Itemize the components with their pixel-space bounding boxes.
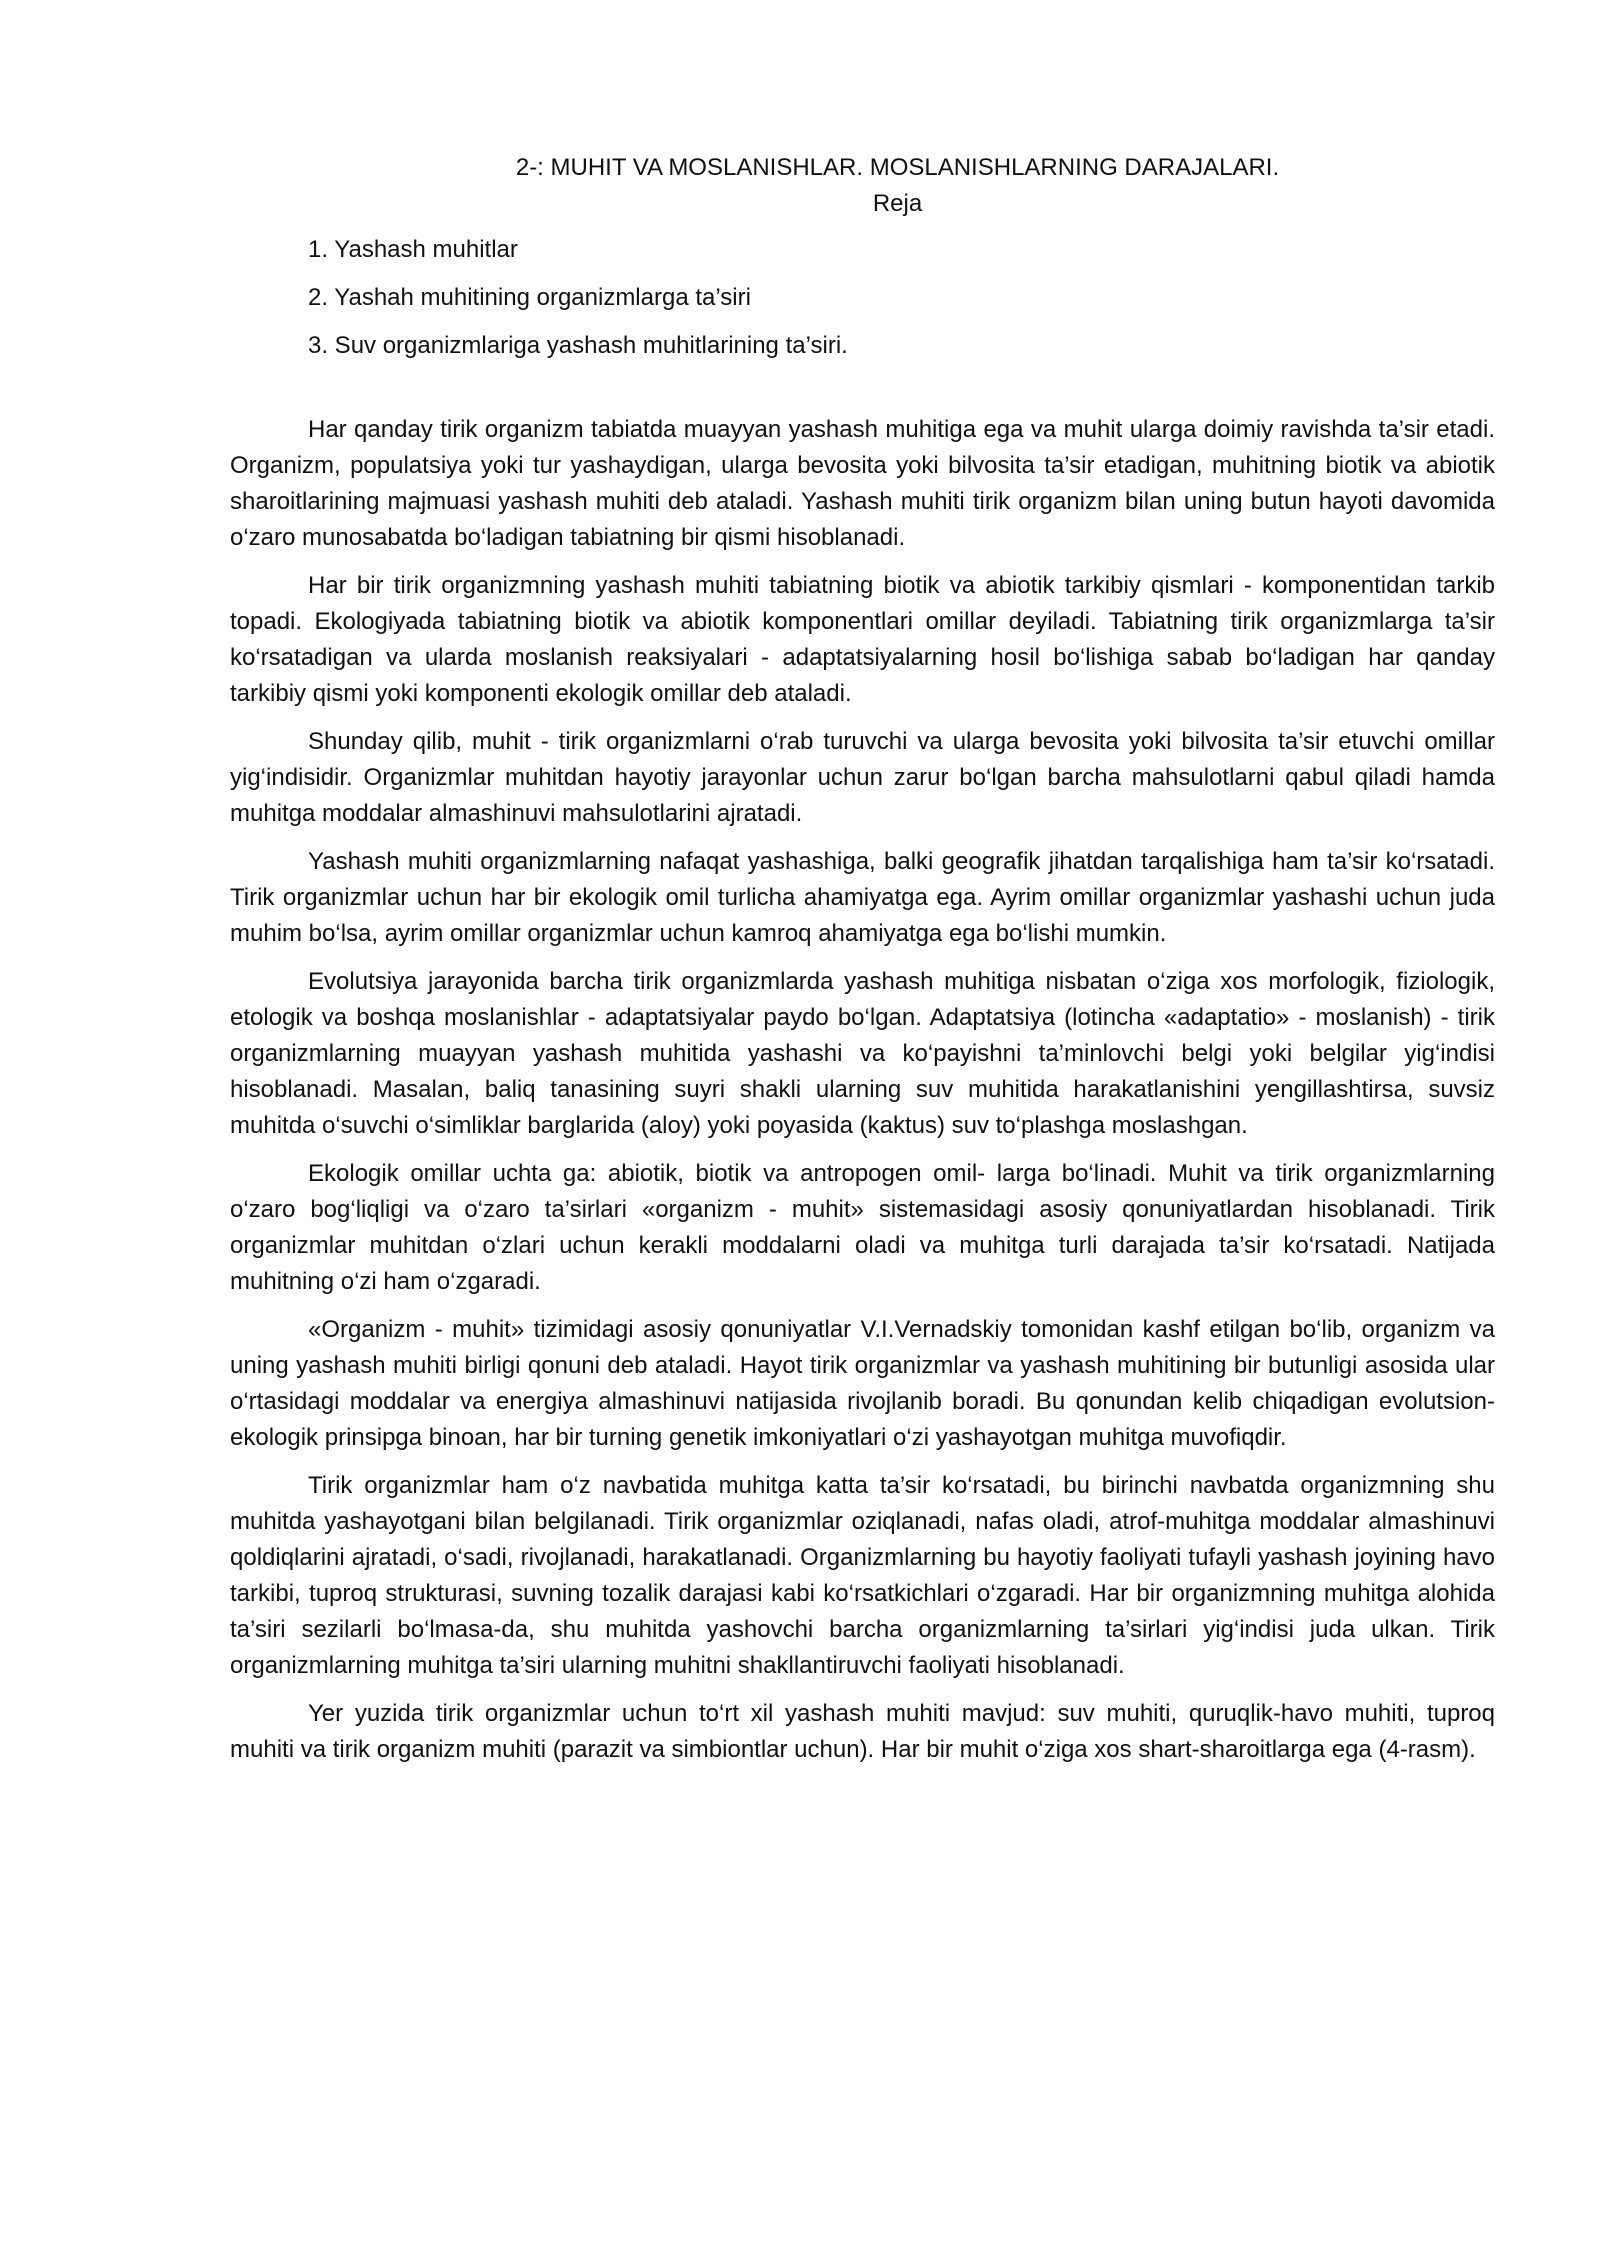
paragraph: Yer yuzida tirik organizmlar uchun to‘rt xil yashash muhiti mavjud: suv muhiti, quruqlik-havo muhiti, tuproq muhiti va tirik organizm muhiti (parazit va simbiontlar uchun). Har bir muhit o‘ziga xos shart-sharoitlarga ega (4-rasm). (230, 1700, 1495, 1763)
document-title: 2-: MUHIT VA MOSLANISHLAR. MOSLANISHLARNING DARAJALARI. (515, 154, 1280, 181)
paragraph: Yashash muhiti organizmlarning nafaqat yashashiga, balki geografik jihatdan tarqalishiga ham ta’sir ko‘rsatadi. Tirik organizmlar uchun har bir ekologik omil turlicha ahamiyatga ega. Ayrim omillar organizmlar yashashi uchun juda muhim bo‘lsa, ayrim omillar organizmlar uchun kamroq ahamiyatga ega bo‘lishi mumkin. (230, 848, 1495, 947)
paragraph: Shunday qilib, muhit - tirik organizmlarni o‘rab turuvchi va ularga bevosita yoki bilvosita ta’sir etuvchi omillar yig‘indisidir. Organizmlar muhitdan hayotiy jarayonlar uchun zarur bo‘lgan barcha mahsulotlarni qabul qiladi hamda muhitga moddalar almashinuvi mahsulotlarini ajratadi. (230, 728, 1495, 827)
paragraph: Har qanday tirik organizm tabiatda muayyan yashash muhitiga ega va muhit ularga doimiy ravishda ta’sir etadi. Organizm, populatsiya yoki tur yashaydigan, ularga bevosita yoki bilvosita ta’sir etadigan, muhitning biotik va abiotik sharoitlarining majmuasi yashash muhiti deb ataladi. Yashash muhiti tirik organizm bilan uning butun hayoti davomida o‘zaro munosabatda bo‘ladigan tabiatning bir qismi hisoblanadi. (230, 416, 1495, 551)
plan-list (230, 232, 1495, 364)
paragraph: «Organizm - muhit» tizimidagi asosiy qonuniyatlar V.I.Vernadskiy tomonidan kashf etilgan bo‘lib, organizm va uning yashash muhiti birligi qonuni deb ataladi. Hayot tirik organizmlar va yashash muhitining bir butunligi asosida ular o‘rtasidagi moddalar va energiya almashinuvi natijasida rivojlanib boradi. Bu qonundan kelib chiqadigan evolutsion-ekologik prinsipga binoan, har bir turning genetik imkoniyatlari o‘zi yashayotgan muhitga muvofiqdir. (230, 1316, 1495, 1451)
paragraph: Evolutsiya jarayonida barcha tirik organizmlarda yashash muhitiga nisbatan o‘ziga xos morfologik, fiziologik, etologik va boshqa moslanishlar - adaptatsiyalar paydo bo‘lgan. Adaptatsiya (lotincha «adaptatio» - moslanish) - tirik organizmlarning muayyan yashash muhitida yashashi va ko‘payishni ta’minlovchi belgi yoki belgilar yig‘indisi hisoblanadi. Masalan, baliq tanasining suyri shakli ularning suv muhitida harakatlanishini yengillashtirsa, suvsiz muhitda o‘suvchi o‘simliklar barglarida (aloy) yoki poyasida (kaktus) suv to‘plashga moslashgan. (230, 968, 1495, 1139)
document-page (230, 150, 1495, 1780)
document-body (230, 412, 1495, 1768)
paragraph: Ekologik omillar uchta ga: abiotik, biotik va antropogen omil- larga bo‘linadi. Muhit va tirik organizmlarning o‘zaro bog‘liqligi va o‘zaro ta’sirlari «organizm - muhit» sistemasidagi asosiy qonuniyatlardan hisoblanadi. Tirik organizmlar muhitdan o‘zlari uchun kerakli moddalarni oladi va muhitga turli darajada ta’sir ko‘rsatadi. Natijada muhitning o‘zi ham o‘zgaradi. (230, 1160, 1495, 1295)
plan-item: 2. Yashah muhitining organizmlarga ta’siri (308, 284, 751, 311)
paragraph: Tirik organizmlar ham o‘z navbatida muhitga katta ta’sir ko‘rsatadi, bu birinchi navbatda organizmning shu muhitda yashayotgani bilan belgilanadi. Tirik organizmlar oziqlanadi, nafas oladi, atrof-muhitga moddalar almashinuvi qoldiqlarini ajratadi, o‘sadi, rivojlanadi, harakatlanadi. Organizmlarning bu hayotiy faoliyati tufayli yashash joyining havo tarkibi, tuproq strukturasi, suvning tozalik darajasi kabi ko‘rsatkichlari o‘zgaradi. Har bir organizmning muhitga alohida ta’siri sezilarli bo‘lmasa-da, shu muhitda yashovchi barcha organizmlarning ta’sirlari yig‘indisi juda ulkan. Tirik organizmlarning muhitga ta’siri ularning muhitni shakllantiruvchi faoliyati hisoblanadi. (230, 1472, 1495, 1679)
plan-item: 3. Suv organizmlariga yashash muhitlarining ta’siri. (308, 332, 848, 359)
paragraph: Har bir tirik organizmning yashash muhiti tabiatning biotik va abiotik tarkibiy qismlari - komponentidan tarkib topadi. Ekologiyada tabiatning biotik va abiotik komponentlari omillar deyiladi. Tabiatning tirik organizmlarga ta’sir ko‘rsatadigan va ularda moslanish reaksiyalari - adaptatsiyalarning hosil bo‘lishiga sabab bo‘ladigan har qanday tarkibiy qismi yoki komponenti ekologik omillar deb ataladi. (230, 572, 1495, 707)
plan-heading: Reja (872, 190, 923, 217)
plan-item: 1. Yashash muhitlar (308, 236, 518, 263)
